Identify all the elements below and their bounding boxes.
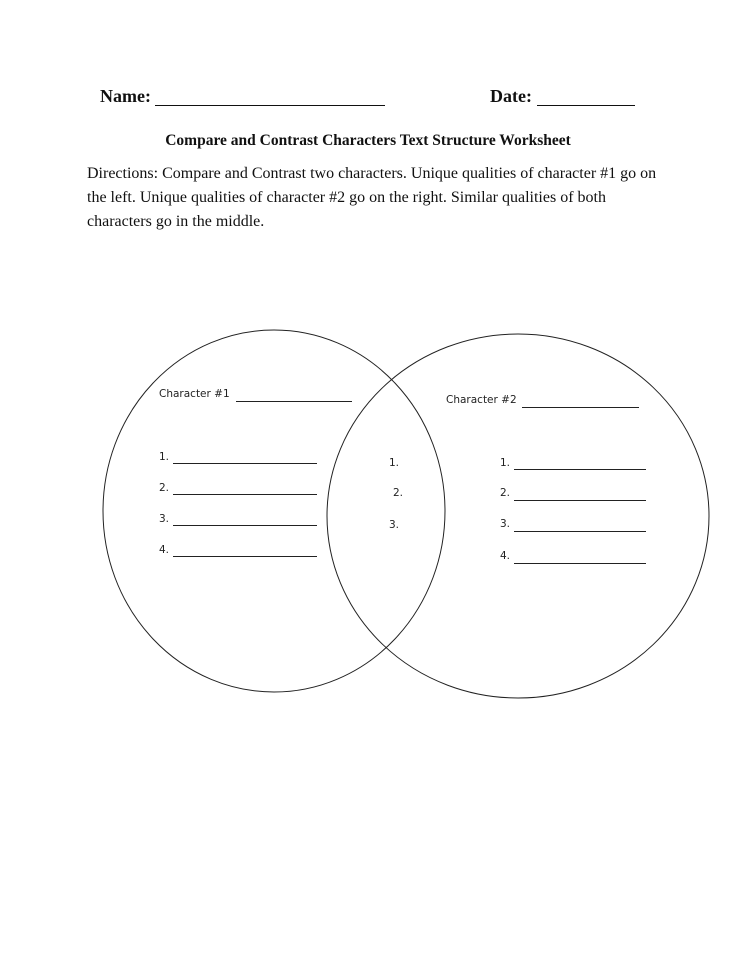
middle-item-number: 2. [393,487,404,499]
left-item-number: 2. [159,482,170,494]
left-item-number: 3. [159,513,170,525]
left-item-field[interactable] [173,525,317,526]
right-item-field[interactable] [514,469,646,470]
left-item-field[interactable] [173,494,317,495]
character-2-name-field[interactable] [522,407,639,408]
date-label: Date: [490,86,532,106]
character-2-heading: Character #2 [446,394,517,406]
character-1-heading: Character #1 [159,388,230,400]
right-item-field[interactable] [514,500,646,501]
venn-circle-right [327,334,709,698]
right-item-number: 2. [500,487,511,499]
middle-item-number: 1. [389,457,400,469]
left-item-field[interactable] [173,463,317,464]
left-item-field[interactable] [173,556,317,557]
right-item-field[interactable] [514,531,646,532]
right-item-field[interactable] [514,563,646,564]
right-item-number: 1. [500,457,511,469]
left-item-number: 4. [159,544,170,556]
venn-circle-left [103,330,445,692]
right-item-number: 4. [500,550,511,562]
middle-item-number: 3. [389,519,400,531]
directions-text: Directions: Compare and Contrast two characters. Unique qualities of character #1 go on the left. Unique qualities of character #2 go on the right. Similar qualities of both characters go in the middle. [87,165,657,230]
right-item-number: 3. [500,518,511,530]
character-1-name-field[interactable] [236,401,352,402]
worksheet-title: Compare and Contrast Characters Text Structure Worksheet [165,132,571,149]
left-item-number: 1. [159,451,170,463]
name-label: Name: [100,86,151,106]
